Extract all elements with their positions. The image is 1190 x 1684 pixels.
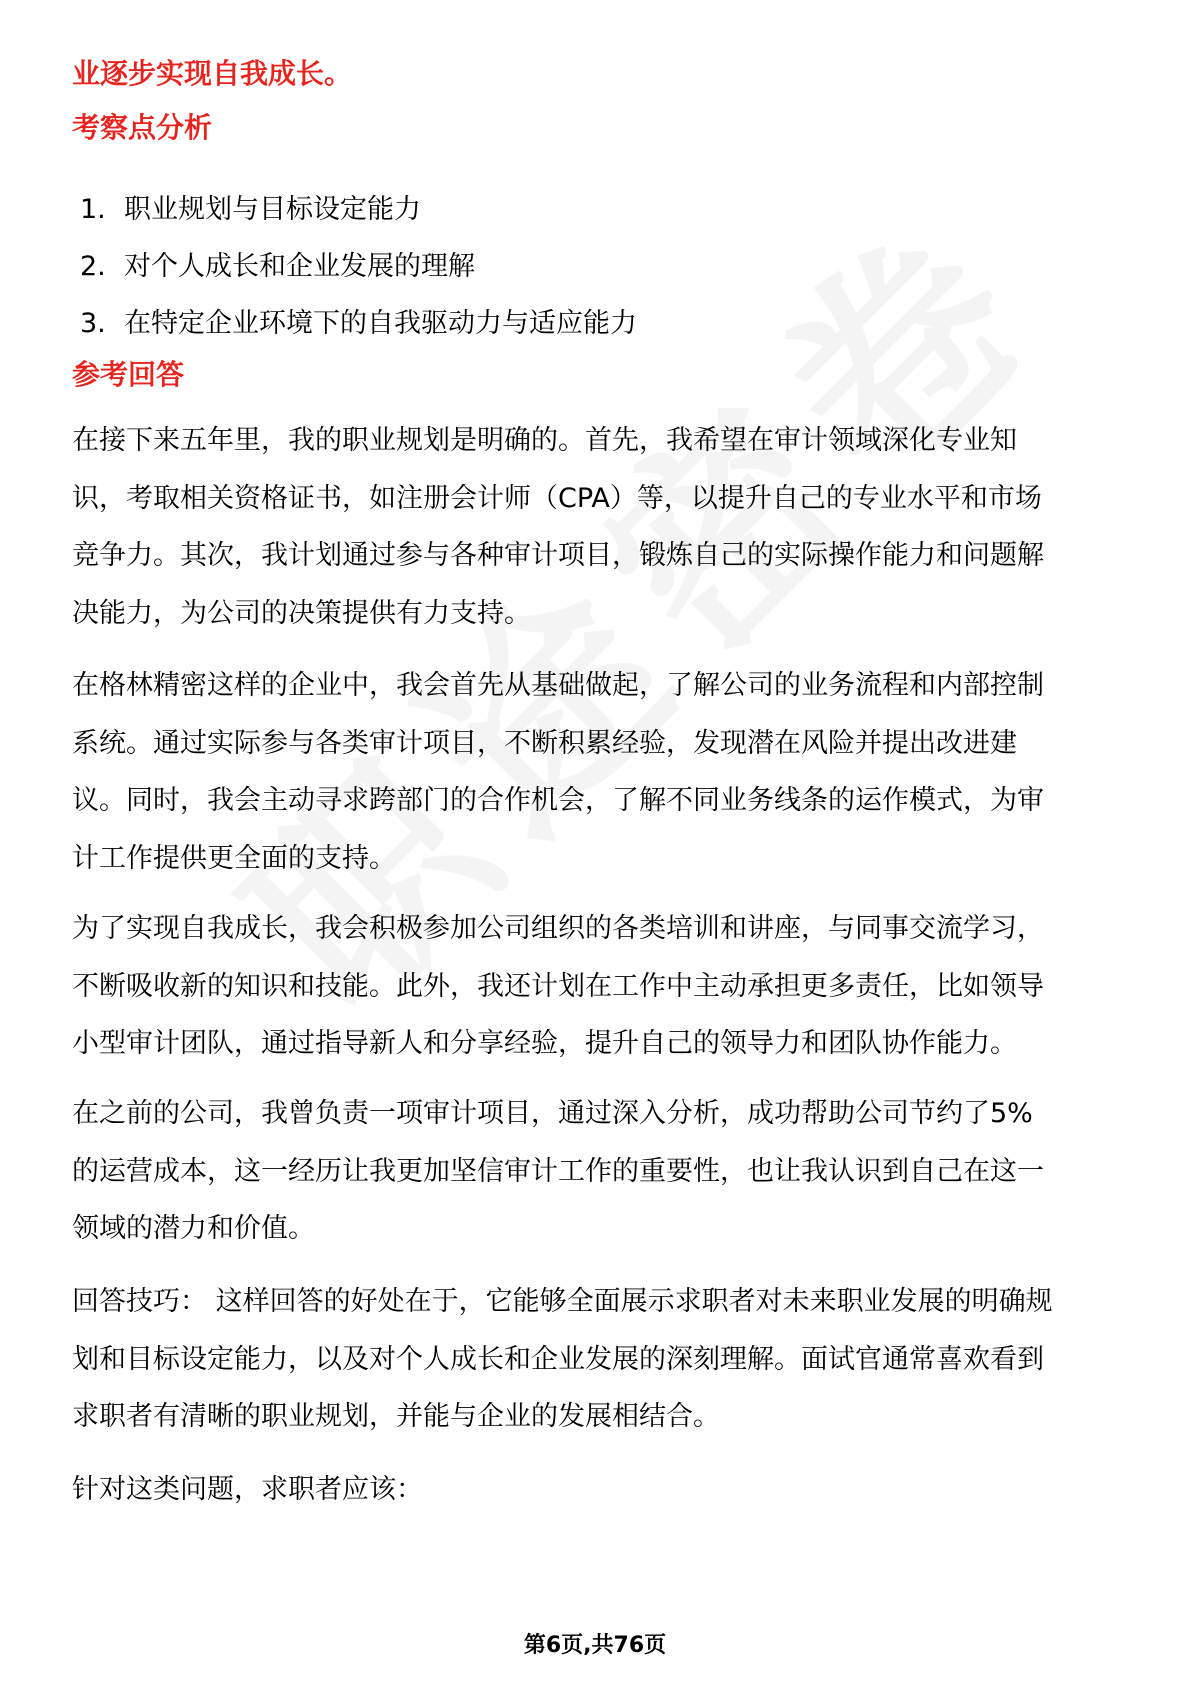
page-number: 第6页,共76页 — [523, 1633, 667, 1658]
list-item — [80, 192, 637, 249]
analysis-list — [80, 192, 637, 363]
list-number: 3. — [80, 308, 106, 339]
analysis-heading: 考察点分析 — [72, 111, 213, 144]
list-number: 2. — [80, 251, 106, 282]
answer-heading: 参考回答 — [72, 358, 185, 391]
answer-paragraph-1: 在接下来五年里，我的职业规划是明确的。首先，我希望在审计领域深化专业知 识，考取相关资格证书，如注册会计师（CPA）等，以提升自己的专业水平和市场 竞争力。其次，我计划通过参与各种审计项目，锻炼自己的实际操作能力和问题解 决能力，为公司的决策提供有力支持。 — [72, 425, 1044, 629]
list-text: 职业规划与目标设定能力 — [124, 194, 421, 225]
list-item — [80, 306, 637, 363]
lead-fragment: 业逐步实现自我成长。 — [72, 57, 353, 90]
answer-paragraph-2: 在格林精密这样的企业中，我会首先从基础做起，了解公司的业务流程和内部控制 系统。通过实际参与各类审计项目，不断积累经验，发现潜在风险并提出改进建 议。同时，我会主动寻求跨部门的合作机会，了解不同业务线条的运作模式，为审 计工作提供更全面的支持。 — [72, 670, 1044, 874]
list-item — [80, 249, 637, 306]
list-text: 对个人成长和企业发展的理解 — [124, 251, 475, 282]
closing-line: 针对这类问题，求职者应该： — [72, 1474, 423, 1505]
answer-paragraph-3: 为了实现自我成长，我会积极参加公司组织的各类培训和讲座，与同事交流学习， 不断吸收新的知识和技能。此外，我还计划在工作中主动承担更多责任，比如领导 小型审计团队，通过指导新人和分享经验，提升自己的领导力和团队协作能力。 — [72, 913, 1044, 1059]
list-text: 在特定企业环境下的自我驱动力与适应能力 — [124, 308, 637, 339]
answer-paragraph-4: 在之前的公司，我曾负责一项审计项目，通过深入分析，成功帮助公司节约了5% 的运营成本，这一经历让我更加坚信审计工作的重要性，也让我认识到自己在这一 领域的潜力和价值。 — [72, 1098, 1044, 1244]
answer-tips: 回答技巧： 这样回答的好处在于，它能够全面展示求职者对未来职业发展的明确规 划和目标设定能力，以及对个人成长和企业发展的深刻理解。面试官通常喜欢看到 求职者有清晰的职业规划，并能与企业的发展相结合。 — [72, 1286, 1053, 1432]
list-number: 1. — [80, 194, 106, 225]
